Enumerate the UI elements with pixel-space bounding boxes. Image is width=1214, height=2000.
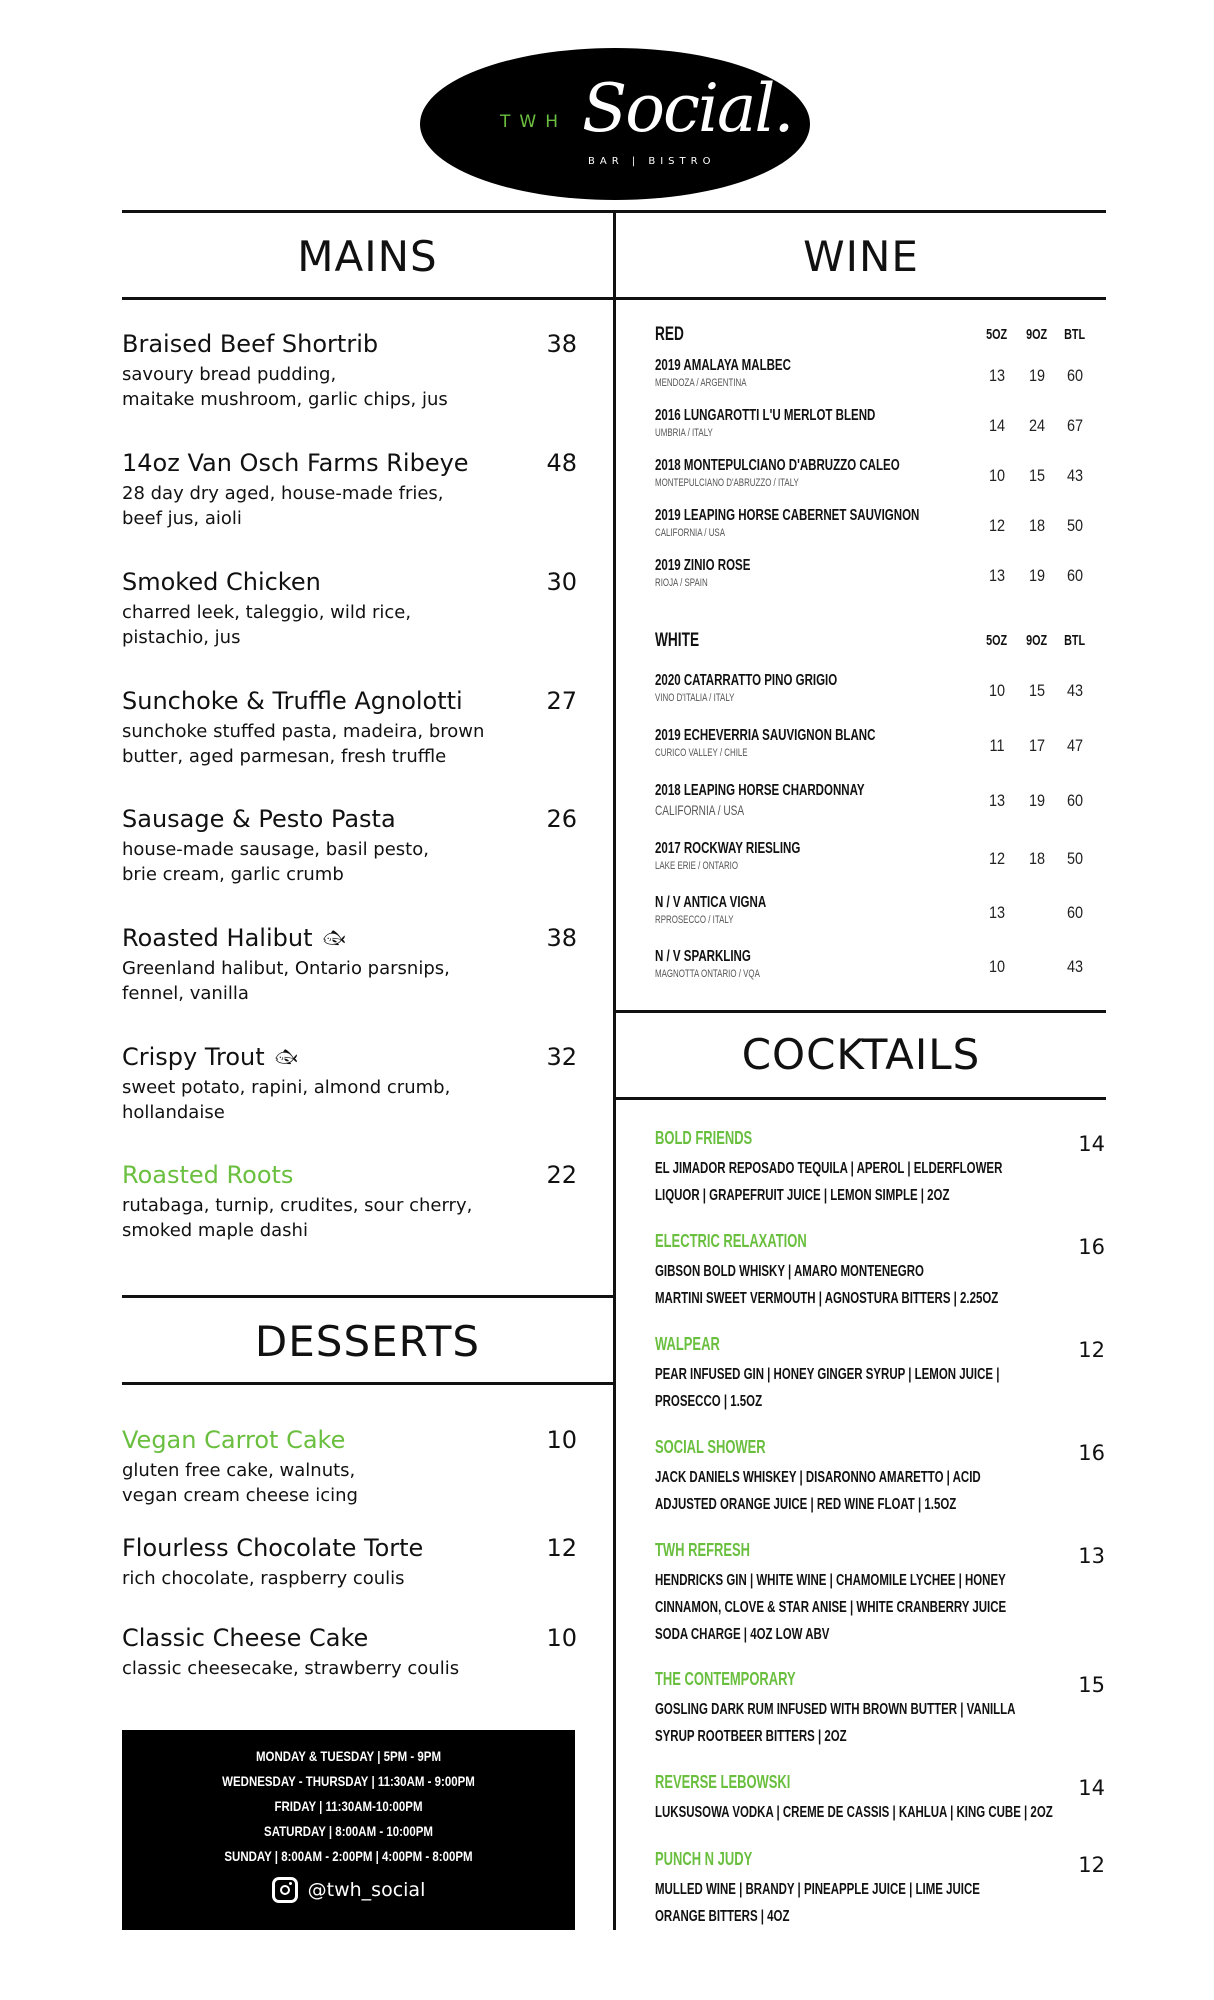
instagram-link[interactable] (122, 1877, 575, 1903)
price-9oz: 19 (1028, 366, 1046, 385)
logo-subtitle: BAR | BISTRO (588, 156, 716, 167)
hours-line: SATURDAY | 8:00AM - 10:00PM (264, 1823, 433, 1839)
cocktail-name: WALPEAR (655, 1334, 720, 1354)
item-name: Sausage & Pesto Pasta (122, 805, 396, 833)
logo-twh: TWH (500, 112, 567, 132)
instagram-handle: @twh_social (307, 1879, 426, 1901)
cocktail-item (655, 1772, 1105, 1826)
menu-item (122, 449, 577, 531)
wine-white-header (655, 630, 1095, 654)
cocktail-name: TWH REFRESH (655, 1540, 751, 1560)
wine-region: UMBRIA / ITALY (655, 427, 713, 439)
item-name: Roasted Halibut (122, 924, 313, 952)
price-btl: 43 (1066, 466, 1084, 485)
mains-title-rule (122, 297, 613, 300)
cocktail-name: ELECTRIC RELAXATION (655, 1231, 807, 1251)
wine-region: CALIFORNIA / USA (655, 527, 725, 539)
wine-name: 2017 ROCKWAY RIESLING (655, 840, 801, 857)
col-9oz: 9OZ (1026, 632, 1048, 649)
logo-social: Social. (582, 70, 793, 147)
wine-row (655, 780, 1095, 818)
item-name-row (122, 1043, 577, 1071)
price-9oz: 17 (1028, 736, 1046, 755)
price-btl: 50 (1066, 849, 1084, 868)
item-description: house-made sausage, basil pesto, brie cream, garlic crumb (122, 839, 429, 885)
wine-red-header (655, 324, 1095, 348)
price-5oz: 13 (988, 566, 1006, 585)
item-name: Classic Cheese Cake (122, 1624, 369, 1652)
wine-row (655, 505, 1095, 539)
price-9oz: 18 (1028, 849, 1046, 868)
wine-row (655, 892, 1095, 926)
desserts-title: DESSERTS (254, 1317, 481, 1366)
wine-name: 2019 AMALAYA MALBEC (655, 357, 791, 374)
cocktail-description: GIBSON BOLD WHISKY | AMARO MONTENEGRO MARTINI SWEET VERMOUTH | AGNOSTURA BITTERS | 2.25OZ (655, 1263, 999, 1307)
cocktail-item (655, 1437, 1105, 1518)
col-5oz: 5OZ (986, 326, 1008, 343)
item-name-row (122, 924, 577, 952)
price-5oz: 10 (988, 681, 1006, 700)
cocktail-item (655, 1334, 1105, 1415)
cocktail-item (655, 1128, 1105, 1209)
dessert-item (122, 1534, 577, 1591)
item-description: sunchoke stuffed pasta, madeira, brown butter, aged parmesan, fresh truffle (122, 721, 485, 767)
cocktail-item (655, 1231, 1105, 1312)
item-name: Flourless Chocolate Torte (122, 1534, 424, 1562)
wine-region: CALIFORNIA / USA (655, 802, 745, 818)
cocktail-name: SOCIAL SHOWER (655, 1437, 766, 1457)
wine-region: MONTEPULCIANO D'ABRUZZO / ITALY (655, 477, 799, 489)
wine-name: 2020 CATARRATTO PINO GRIGIO (655, 672, 838, 689)
item-price: 27 (546, 687, 577, 715)
cocktail-price: 14 (1078, 1776, 1105, 1800)
cocktails-title-rule (616, 1097, 1106, 1100)
cocktail-item (655, 1669, 1105, 1750)
col-5oz: 5OZ (986, 632, 1008, 649)
price-btl: 60 (1066, 903, 1084, 922)
wine-row (655, 355, 1095, 389)
item-price: 48 (546, 449, 577, 477)
item-name: Smoked Chicken (122, 568, 321, 596)
price-btl: 60 (1066, 566, 1084, 585)
menu-item (122, 924, 577, 1006)
item-price: 30 (546, 568, 577, 596)
wine-region: MAGNOTTA ONTARIO / VQA (655, 968, 760, 980)
wine-category-label: WHITE (655, 630, 700, 651)
wine-row (655, 946, 1095, 980)
wine-name: 2019 LEAPING HORSE CABERNET SAUVIGNON (655, 507, 920, 524)
item-description: sweet potato, rapini, almond crumb, hollandaise (122, 1077, 451, 1123)
price-btl: 50 (1066, 516, 1084, 535)
cocktail-name: BOLD FRIENDS (655, 1128, 753, 1148)
price-9oz: 15 (1028, 466, 1046, 485)
hours-line: FRIDAY | 11:30AM-10:00PM (274, 1798, 423, 1814)
cocktail-name: THE CONTEMPORARY (655, 1669, 796, 1689)
cocktail-price: 14 (1078, 1132, 1105, 1156)
item-name: Braised Beef Shortrib (122, 330, 379, 358)
wine-name: 2016 LUNGAROTTI L'U MERLOT BLEND (655, 407, 876, 424)
cocktail-name: PUNCH N JUDY (655, 1849, 753, 1869)
desserts-top-rule (122, 1295, 613, 1298)
col-9oz: 9OZ (1026, 326, 1048, 343)
menu-item (122, 330, 577, 412)
wine-name: 2018 MONTEPULCIANO D'ABRUZZO CALEO (655, 457, 900, 474)
wine-row (655, 555, 1095, 589)
price-btl: 60 (1066, 791, 1084, 810)
price-9oz: 19 (1028, 791, 1046, 810)
price-btl: 67 (1066, 416, 1084, 435)
hours-line: SUNDAY | 8:00AM - 2:00PM | 4:00PM - 8:00PM (224, 1848, 473, 1864)
price-5oz: 12 (988, 849, 1006, 868)
item-description: classic cheesecake, strawberry coulis (122, 1658, 460, 1679)
item-price: 10 (546, 1624, 577, 1652)
price-5oz: 14 (988, 416, 1006, 435)
price-9oz: 19 (1028, 566, 1046, 585)
col-btl: BTL (1064, 632, 1086, 649)
cocktails-top-rule (616, 1010, 1106, 1013)
wine-region: CURICO VALLEY / CHILE (655, 747, 748, 759)
wine-name: 2019 ZINIO ROSE (655, 557, 751, 574)
item-description: savoury bread pudding, maitake mushroom, garlic chips, jus (122, 364, 448, 410)
cocktail-price: 12 (1078, 1338, 1105, 1362)
cocktail-description: MULLED WINE | BRANDY | PINEAPPLE JUICE | LIME JUICE ORANGE BITTERS | 4OZ (655, 1881, 980, 1925)
cocktails-title: COCKTAILS (741, 1030, 981, 1079)
menu-item (122, 1043, 577, 1125)
price-btl: 43 (1066, 957, 1084, 976)
item-price: 22 (546, 1161, 577, 1189)
item-price: 10 (546, 1426, 577, 1454)
wine-title-rule (616, 297, 1106, 300)
item-description: rich chocolate, raspberry coulis (122, 1568, 405, 1589)
fish-icon: 🐟︎ (322, 928, 346, 949)
cocktail-description: EL JIMADOR REPOSADO TEQUILA | APEROL | ELDERFLOWER LIQUOR | GRAPEFRUIT JUICE | LEMON SIMPLE | 2OZ (655, 1160, 1003, 1204)
item-price: 12 (546, 1534, 577, 1562)
wine-row (655, 725, 1095, 759)
wine-name: 2019 ECHEVERRIA SAUVIGNON BLANC (655, 727, 876, 744)
col-btl: BTL (1064, 326, 1086, 343)
menu-item (122, 1161, 577, 1243)
item-name: 14oz Van Osch Farms Ribeye (122, 449, 469, 477)
cocktail-price: 12 (1078, 1853, 1105, 1877)
cocktail-name: REVERSE LEBOWSKI (655, 1772, 791, 1792)
item-price: 38 (546, 330, 577, 358)
cocktail-price: 16 (1078, 1235, 1105, 1259)
cocktail-description: GOSLING DARK RUM INFUSED WITH BROWN BUTTER | VANILLA SYRUP ROOTBEER BITTERS | 2OZ (655, 1701, 1016, 1745)
price-5oz: 12 (988, 516, 1006, 535)
wine-region: MENDOZA / ARGENTINA (655, 377, 747, 389)
dessert-item (122, 1624, 577, 1681)
wine-region: LAKE ERIE / ONTARIO (655, 860, 739, 872)
fish-icon: 🐟︎ (274, 1047, 298, 1068)
hours-line: MONDAY & TUESDAY | 5PM - 9PM (255, 1748, 442, 1764)
cocktail-price: 16 (1078, 1441, 1105, 1465)
item-description: gluten free cake, walnuts, vegan cream cheese icing (122, 1460, 358, 1506)
cocktail-description: JACK DANIELS WHISKEY | DISARONNO AMARETTO | ACID ADJUSTED ORANGE JUICE | RED WINE FLOAT | 1.5OZ (655, 1469, 981, 1513)
menu-item (122, 568, 577, 650)
price-5oz: 13 (988, 366, 1006, 385)
instagram-icon (272, 1877, 298, 1903)
price-9oz: 18 (1028, 516, 1046, 535)
wine-name: N / V SPARKLING (655, 948, 751, 965)
wine-row (655, 838, 1095, 872)
price-9oz: 24 (1028, 416, 1046, 435)
wine-row (655, 670, 1095, 704)
desserts-title-rule (122, 1382, 613, 1385)
price-btl: 47 (1066, 736, 1084, 755)
item-name: Vegan Carrot Cake (122, 1426, 346, 1454)
wine-row (655, 455, 1095, 489)
wine-region: RIOJA / SPAIN (655, 577, 708, 589)
logo (420, 48, 810, 200)
item-price: 32 (546, 1043, 577, 1071)
wine-title: WINE (803, 232, 919, 281)
hours-box (122, 1730, 575, 1930)
price-btl: 60 (1066, 366, 1084, 385)
item-description: charred leek, taleggio, wild rice, pistachio, jus (122, 602, 412, 648)
wine-category-label: RED (655, 324, 684, 345)
cocktail-description: LUKSUSOWA VODKA | CREME DE CASSIS | KAHLUA | KING CUBE | 2OZ (655, 1804, 1053, 1821)
price-5oz: 10 (988, 466, 1006, 485)
item-name: Crispy Trout (122, 1043, 265, 1071)
wine-region: VINO D'ITALIA / ITALY (655, 692, 735, 704)
dessert-item (122, 1426, 577, 1508)
price-5oz: 10 (988, 957, 1006, 976)
wine-name: N / V ANTICA VIGNA (655, 894, 767, 911)
price-5oz: 13 (988, 791, 1006, 810)
menu-item (122, 687, 577, 769)
menu-item (122, 805, 577, 887)
item-description: 28 day dry aged, house-made fries, beef jus, aioli (122, 483, 444, 529)
cocktail-price: 15 (1078, 1673, 1105, 1697)
cocktail-price: 13 (1078, 1544, 1105, 1568)
price-btl: 43 (1066, 681, 1084, 700)
wine-name: 2018 LEAPING HORSE CHARDONNAY (655, 782, 865, 799)
cocktail-item (655, 1849, 1105, 1930)
price-5oz: 11 (989, 736, 1005, 755)
item-price: 38 (546, 924, 577, 952)
cocktail-description: PEAR INFUSED GIN | HONEY GINGER SYRUP | LEMON JUICE | PROSECCO | 1.5OZ (655, 1366, 1000, 1410)
cocktail-description: HENDRICKS GIN | WHITE WINE | CHAMOMILE LYCHEE | HONEY CINNAMON, CLOVE & STAR ANISE | WHITE CRANBERRY JUICE SODA CHARGE | 4OZ LOW ABV (655, 1572, 1007, 1643)
hours-line: WEDNESDAY - THURSDAY | 11:30AM - 9:00PM (222, 1773, 475, 1789)
cocktail-item (655, 1540, 1105, 1648)
price-9oz: 15 (1028, 681, 1046, 700)
item-name: Roasted Roots (122, 1161, 294, 1189)
wine-row (655, 405, 1095, 439)
mains-title: MAINS (297, 232, 438, 281)
item-description: rutabaga, turnip, crudites, sour cherry, smoked maple dashi (122, 1195, 473, 1241)
price-5oz: 13 (988, 903, 1006, 922)
item-name: Sunchoke & Truffle Agnolotti (122, 687, 463, 715)
wine-region: RPROSECCO / ITALY (655, 914, 734, 926)
item-description: Greenland halibut, Ontario parsnips, fennel, vanilla (122, 958, 450, 1004)
item-price: 26 (546, 805, 577, 833)
